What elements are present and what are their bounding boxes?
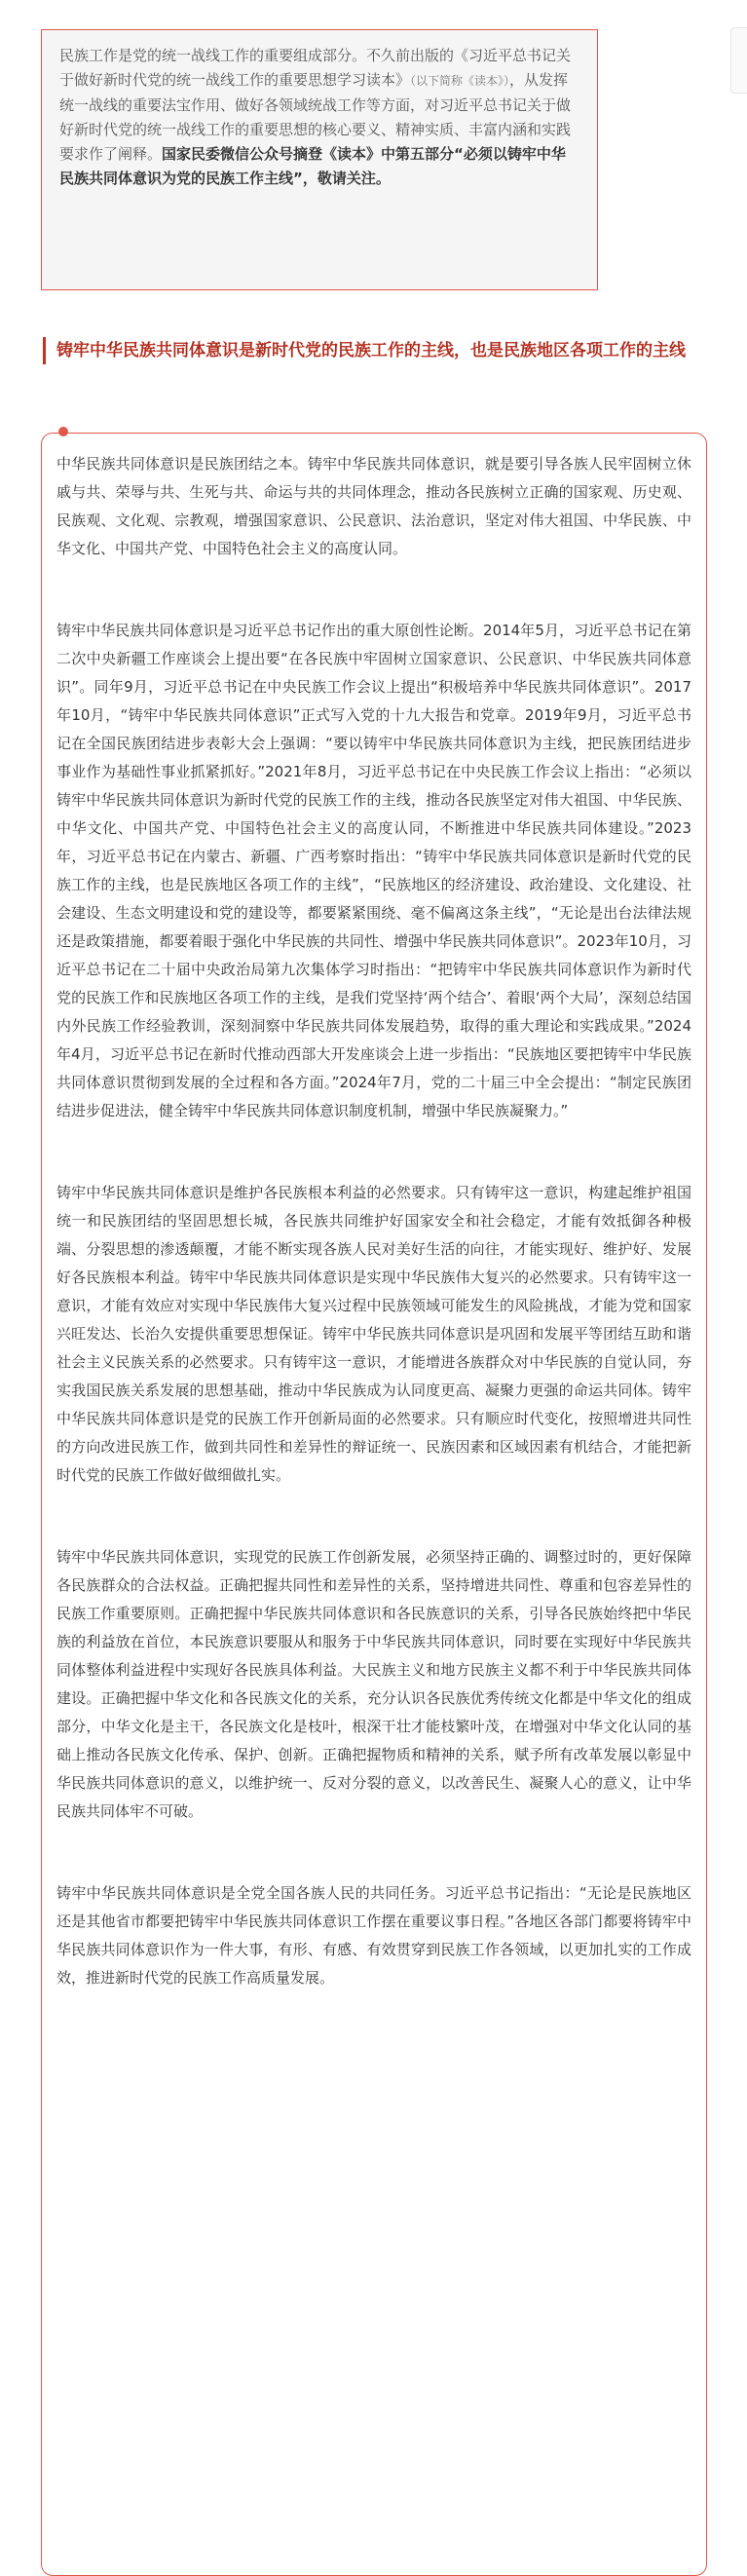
side-tab[interactable] (730, 27, 747, 94)
intro-highlight: 国家民委微信公众号摘登《读本》中第五部分“必须以铸牢中华民族共同体意识为党的民族工作主线”，敬请关注。 (59, 145, 566, 187)
paragraph-1: 中华民族共同体意识是民族团结之本。铸牢中华民族共同体意识，就是要引导各族人民牢固树立休戚与共、荣辱与共、生死与共、命运与共的共同体理念，推动各民族树立正确的国家观、历史观、民族观、文化观、宗教观，增强国家意识、公民意识、法治意识，坚定对伟大祖国、中华民族、中华文化、中国共产党、中国特色社会主义的高度认同。 (56, 455, 691, 557)
intro-note: （以下简称《读本》） (410, 74, 510, 88)
paragraph-5: 铸牢中华民族共同体意识是全党全国各族人民的共同任务。习近平总书记指出：“无论是民族地区还是其他省市都要把铸牢中华民族共同体意识工作摆在重要议事日程。”各地区各部门都要将铸牢中华民族共同体意识作为一件大事，有形、有感、有效贯穿到民族工作各领域，以更加扎实的工作成效，推进新时代党的民族工作高质量发展。 (56, 1884, 691, 1987)
intro-box (41, 29, 598, 290)
paragraph-2: 铸牢中华民族共同体意识是习近平总书记作出的重大原创性论断。2014年5月，习近平总书记在第二次中央新疆工作座谈会上提出要“在各民族中牢固树立国家意识、公民意识、中华民族共同体意识”。同年9月，习近平总书记在中央民族工作会议上提出“积极培养中华民族共同体意识”。2017年10月，“铸牢中华民族共同体意识”正式写入党的十九大报告和党章。2019年9月，习近平总书记在全国民族团结进步表彰大会上强调：“要以铸牢中华民族共同体意识为主线，把民族团结进步事业作为基础性事业抓紧抓好。”2021年8月，习近平总书记在中央民族工作会议上指出：“必须以铸牢中华民族共同体意识为新时代党的民族工作的主线，推动各民族坚定对伟大祖国、中华民族、中华文化、中国共产党、中国特色社会主义的高度认同，不断推进中华民族共同体建设。”2023年，习近平总书记在内蒙古、新疆、广西考察时指出：“铸牢中华民族共同体意识是新时代党的民族工作的主线，也是民族地区各项工作的主线”，“民族地区的经济建设、政治建设、文化建设、社会建设、生态文明建设和党的建设等，都要紧紧围绕、毫不偏离这条主线”，“无论是出台法律法规还是政策措施，都要着眼于强化中华民族的共同性、增强中华民族共同体意识”。2023年10月，习近平总书记在二十届中央政治局第九次集体学习时指出：“把铸牢中华民族共同体意识作为新时代党的民族工作和民族地区各项工作的主线，是我们党坚持‘两个结合’、着眼‘两个大局’，深刻总结国内外民族工作经验教训，深刻洞察中华民族共同体发展趋势，取得的重大理论和实践成果。”2024年4月，习近平总书记在新时代推动西部大开发座谈会上进一步指出：“民族地区要把铸牢中华民族共同体意识贯彻到发展的全过程和各方面。”2024年7月，党的二十届三中全会提出：“制定民族团结进步促进法，健全铸牢中华民族共同体意识制度机制，增强中华民族凝聚力。” (56, 622, 691, 1119)
card-decoration-dot (58, 427, 68, 436)
article-body (56, 450, 691, 2046)
section-heading: 铸牢中华民族共同体意识是新时代党的民族工作的主线，也是民族地区各项工作的主线 (43, 337, 728, 364)
intro-text-continued: ，从发挥统一战线的重要法宝作用、做好各领域统战工作等方面，对习近平总书记关于做好新时代党的统一战线工作的重要思想的核心要义、精神实质、丰富内涵和实践要求作了阐释。 (59, 71, 572, 163)
paragraph-3: 铸牢中华民族共同体意识是维护各民族根本利益的必然要求。只有铸牢这一意识，构建起维护祖国统一和民族团结的坚固思想长城，各民族共同维护好国家安全和社会稳定，才能有效抵御各种极端、分裂思想的渗透颠覆，才能不断实现各族人民对美好生活的向往，才能实现好、维护好、发展好各民族根本利益。铸牢中华民族共同体意识是实现中华民族伟大复兴的必然要求。只有铸牢这一意识，才能有效应对实现中华民族伟大复兴过程中民族领域可能发生的风险挑战，才能为党和国家兴旺发达、长治久安提供重要思想保证。铸牢中华民族共同体意识是巩固和发展平等团结互助和谐社会主义民族关系的必然要求。只有铸牢这一意识，才能增进各族群众对中华民族的自觉认同，夯实我国民族关系发展的思想基础，推动中华民族成为认同度更高、凝聚力更强的命运共同体。铸牢中华民族共同体意识是党的民族工作开创新局面的必然要求。只有顺应时代变化，按照增进共同性的方向改进民族工作，做到共同性和差异性的辩证统一、民族因素和区域因素有机结合，才能把新时代党的民族工作做好做细做扎实。 (56, 1184, 691, 1484)
paragraph-4: 铸牢中华民族共同体意识，实现党的民族工作创新发展，必须坚持正确的、调整过时的，更好保障各民族群众的合法权益。正确把握共同性和差异性的关系，坚持增进共同性、尊重和包容差异性的民族工作重要原则。正确把握中华民族共同体意识和各民族意识的关系，引导各民族始终把中华民族的利益放在首位，本民族意识要服从和服务于中华民族共同体意识，同时要在实现好中华民族共同体整体利益进程中实现好各民族具体利益。大民族主义和地方民族主义都不利于中华民族共同体建设。正确把握中华文化和各民族文化的关系，充分认识各民族优秀传统文化都是中华文化的组成部分，中华文化是主干，各民族文化是枝叶，根深干壮才能枝繁叶茂，在增强对中华文化认同的基础上推动各民族文化传承、保护、创新。正确把握物质和精神的关系，赋予所有改革发展以彰显中华民族共同体意识的意义，以维护统一、反对分裂的意义，以改善民生、凝聚人心的意义，让中华民族共同体牢不可破。 (56, 1548, 691, 1820)
intro-text: 民族工作是党的统一战线工作的重要组成部分。不久前出版的《习近平总书记关于做好新时代党的统一战线工作的重要思想学习读本》 (59, 47, 572, 89)
